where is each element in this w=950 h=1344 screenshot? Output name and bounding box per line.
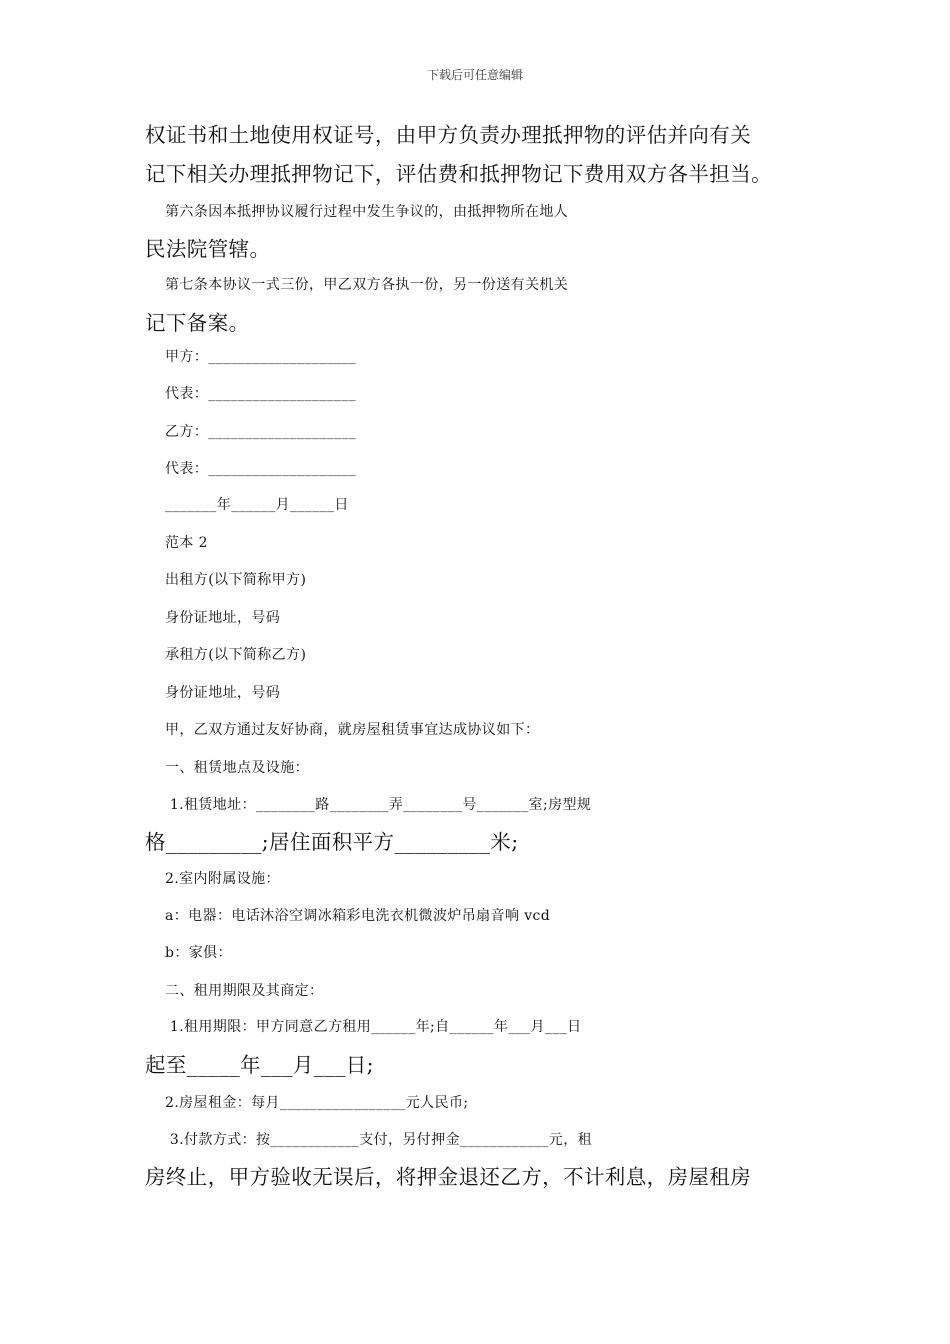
text-line: 身份证地址，号码 — [165, 610, 281, 626]
signature-line-party-b: 乙方：____________________ — [165, 424, 357, 440]
text-line: 房终止，甲方验收无误后，将押金退还乙方，不计利息，房屋租房 — [145, 1165, 752, 1189]
signature-line-party-a: 甲方：____________________ — [165, 349, 357, 365]
page-header: 下载后可任意编辑 — [426, 68, 523, 82]
text-line: 甲，乙双方通过友好协商，就房屋租赁事宜达成协议如下： — [165, 722, 540, 738]
text-line: 第七条本协议一式三份，甲乙双方各执一份，另一份送有关机关 — [165, 277, 569, 293]
section-title: 范本 2 — [165, 535, 208, 551]
text-line: 身份证地址，号码 — [165, 685, 281, 701]
signature-line-representative: 代表：____________________ — [165, 461, 357, 477]
text-line: 2.房屋租金：每月_________________元人民币; — [165, 1095, 469, 1111]
text-line: b：家俱： — [165, 945, 232, 961]
text-line: 权证书和土地使用权证号，由甲方负责办理抵押物的评估并向有关 — [145, 123, 752, 147]
text-line: 一、租赁地点及设施： — [165, 760, 309, 776]
text-line: a：电器：电话沐浴空调冰箱彩电洗衣机微波炉吊扇音响 vcd — [165, 908, 551, 924]
text-line: 格_________;居住面积平方_________米; — [145, 830, 519, 854]
text-line: 3.付款方式：按____________支付，另付押金____________元，租 — [165, 1132, 593, 1148]
text-line: 1.租赁地址：________路________弄________号_______室;房型规 — [165, 797, 592, 813]
text-line: 起至_____年___月___日; — [145, 1053, 374, 1077]
text-line: 出租方(以下简称甲方) — [165, 572, 307, 588]
text-line: 民法院管辖。 — [145, 237, 271, 261]
signature-line-representative: 代表：____________________ — [165, 386, 357, 402]
text-line: 第六条因本抵押协议履行过程中发生争议的，由抵押物所在地人 — [165, 204, 569, 220]
text-line: 2.室内附属设施： — [165, 871, 280, 887]
text-line: 记下相关办理抵押物记下，评估费和抵押物记下费用双方各半担当。 — [145, 162, 772, 186]
text-line: 1.租用期限：甲方同意乙方租用______年;自______年___月___日 — [165, 1019, 582, 1035]
text-line: 二、租用期限及其商定： — [165, 983, 324, 999]
text-line: 记下备案。 — [145, 311, 250, 335]
date-line: _______年______月______日 — [165, 497, 349, 513]
text-line: 承租方(以下简称乙方) — [165, 647, 307, 663]
